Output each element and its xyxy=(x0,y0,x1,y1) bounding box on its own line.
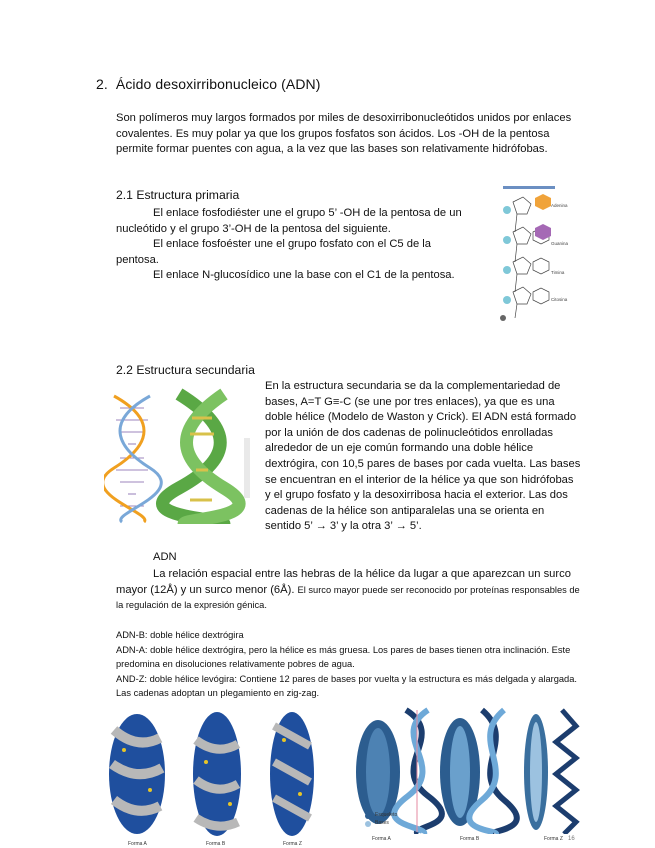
base-label-adenina: Adenina xyxy=(551,203,568,208)
adn-text-main: La relación espacial entre las hebras de la hélice da lugar a que aparezcan un surco mayor (12Å) y un surco menor (6Å). xyxy=(116,568,571,596)
right-label-forma-b: Forma B xyxy=(460,836,480,842)
adn-label: ADN xyxy=(153,551,177,563)
space-filling-models-figure xyxy=(102,710,334,848)
intro-paragraph: Son polímeros muy largos formados por miles de desoxirribonucleótidos unidos por enlaces covalentes. Es muy polar ya que los grupos fosfatos son ácidos. Los -OH de la pentosa permite formar puentes con agua, a la vez que las bases son relativamente hidrófobas. xyxy=(116,112,572,156)
base-label-timina: Timina xyxy=(551,270,565,275)
legend-bases: Bases xyxy=(375,820,389,826)
section-number: 2. xyxy=(96,76,108,92)
base-label-guanina: Guanina xyxy=(551,241,569,246)
left-label-forma-z: Forma Z xyxy=(283,841,302,847)
left-label-forma-a: Forma A xyxy=(128,841,147,847)
right-label-forma-z: Forma Z xyxy=(544,836,563,842)
section-heading xyxy=(96,76,321,92)
primaria-paragraph-3: El enlace N-glucosídico une la base con el C1 de la pentosa. xyxy=(153,269,455,282)
form-z-text: AND-Z: doble hélice levógira: Contiene 12 pares de bases por vuelta y la estructura es más delgada y alargada. Las cadenas adoptan un plegamiento en zig-zag. xyxy=(116,673,577,699)
nucleotide-chain-figure xyxy=(483,184,573,326)
adn-text-small: El surco mayor puede ser reconocido por proteínas responsables de la regulación de la expresión génica. xyxy=(116,584,580,611)
section-title: Ácido desoxirribonucleico (ADN) xyxy=(115,76,321,92)
primaria-text xyxy=(116,206,468,284)
base-label-citosina: Citosina xyxy=(551,297,568,302)
form-a-text: ADN-A: doble hélice dextrógira, pero la hélice es más gruesa. Los pares de bases tienen otra inclinación. Este predomina en disoluciones relativamente pobres de agua. xyxy=(116,644,571,670)
left-label-forma-b: Forma B xyxy=(206,841,226,847)
subsection-title-secundaria: 2.2 Estructura secundaria xyxy=(116,363,255,377)
primaria-paragraph-2: El enlace fosfoéster une el grupo fosfato con el C5 de la pentosa. xyxy=(116,238,431,266)
secundaria-text: En la estructura secundaria se da la complementariedad de bases, A=T G≡-C (se une por tres enlaces), ya que es una doble hélice (Modelo de Waston y Crick). El ADN está formado por la unión de dos cadenas de polinucleótidos enrolladas alrededor de un eje común formando una doble hélice dextrógira, con 10,5 pares de bases por cada vuelta. Las bases se encuentran en el interior de la hélice ya que son hidrófobas y el grupo fosfato y la desoxirribosa hacia el exterior. Las dos cadenas de la hélice son antiparalelas una se orienta en sentido 5’ → 3’ y la otra 3’ → 5’. xyxy=(265,380,581,533)
page-number: 16 xyxy=(568,836,575,842)
ribbon-models-figure xyxy=(348,706,584,848)
forms-list xyxy=(116,628,578,701)
legend-esqueleto: Esqueleto xyxy=(375,812,398,818)
subsection-title-primaria: 2.1 Estructura primaria xyxy=(116,188,240,202)
form-b-text: ADN-B: doble hélice dextrógira xyxy=(116,630,244,640)
adn-paragraph xyxy=(116,567,580,614)
right-label-forma-a: Forma A xyxy=(372,836,391,842)
primaria-paragraph-1: El enlace fosfodiéster une el grupo 5’ -OH de la pentosa de un nucleótido y el grupo 3’-OH de la pentosa del siguiente. xyxy=(116,207,462,235)
double-helix-figure xyxy=(104,388,258,524)
